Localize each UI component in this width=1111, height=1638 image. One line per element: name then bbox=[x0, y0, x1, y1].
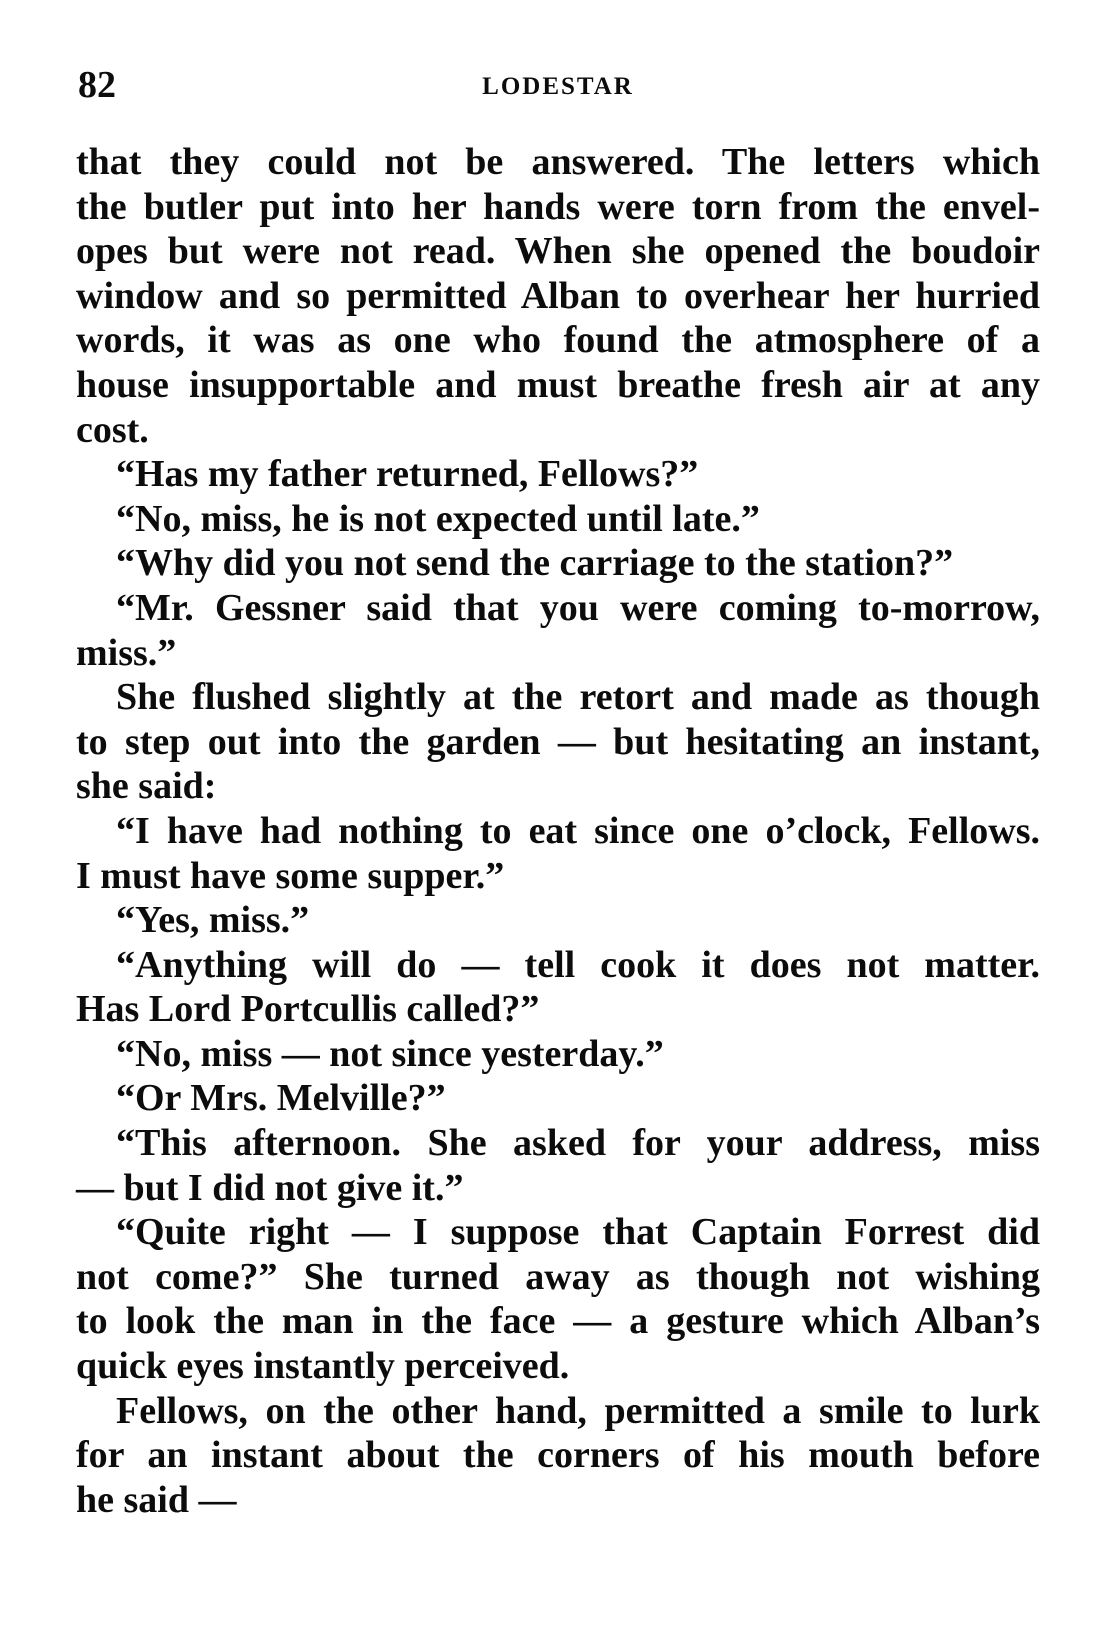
text-line: “Has my father returned, Fellows?” bbox=[116, 453, 699, 496]
paragraph bbox=[76, 898, 1040, 943]
text-line: words, it was as one who found the atmosphere of a bbox=[76, 319, 1040, 362]
text-line: to step out into the garden — but hesitating an instant, bbox=[76, 720, 1040, 763]
running-title: LODESTAR bbox=[482, 73, 634, 100]
text-line: “Yes, miss.” bbox=[116, 899, 310, 942]
body-text bbox=[76, 140, 1040, 1522]
text-line: “Or Mrs. Melville?” bbox=[116, 1077, 446, 1120]
paragraph bbox=[76, 497, 1040, 542]
text-line: “Mr. Gessner said that you were coming to-morrow, bbox=[116, 586, 1040, 629]
paragraph bbox=[76, 541, 1040, 586]
text-line: that they could not be answered. The letters which bbox=[76, 141, 1040, 183]
paragraph bbox=[76, 675, 1040, 809]
text-line: “I have had nothing to eat since one o’clock, Fellows. bbox=[116, 809, 1040, 852]
text-line: She flushed slightly at the retort and made as though bbox=[116, 676, 1040, 719]
text-line: miss.” bbox=[76, 631, 177, 674]
paragraph bbox=[76, 140, 1040, 452]
text-line: “Quite right — I suppose that Captain Forrest did bbox=[116, 1211, 1040, 1254]
paragraph bbox=[76, 1210, 1040, 1388]
paragraph bbox=[76, 586, 1040, 675]
text-line: the butler put into her hands were torn from the envel- bbox=[76, 185, 1040, 228]
text-line: I must have some supper.” bbox=[76, 854, 505, 897]
paragraph bbox=[76, 809, 1040, 898]
text-line: Has Lord Portcullis called?” bbox=[76, 988, 540, 1031]
page-header bbox=[78, 60, 1038, 110]
text-line: cost. bbox=[76, 408, 149, 451]
text-line: she said: bbox=[76, 765, 217, 808]
text-line: house insupportable and must breathe fresh air at any bbox=[76, 363, 1040, 406]
paragraph bbox=[76, 452, 1040, 497]
page-number: 82 bbox=[78, 64, 116, 106]
paragraph bbox=[76, 1389, 1040, 1523]
text-line: — but I did not give it.” bbox=[76, 1166, 464, 1209]
text-line: not come?” She turned away as though not wishing bbox=[76, 1255, 1040, 1298]
text-line: for an instant about the corners of his mouth before bbox=[76, 1434, 1040, 1477]
text-line: “This afternoon. She asked for your address, miss bbox=[116, 1122, 1040, 1165]
text-line: to look the man in the face — a gesture which Alban’s bbox=[76, 1300, 1040, 1343]
text-line: “Why did you not send the carriage to the station?” bbox=[116, 542, 954, 585]
text-line: opes but were not read. When she opened the boudoir bbox=[76, 230, 1040, 273]
text-line: “Anything will do — tell cook it does not matter. bbox=[116, 943, 1040, 986]
text-line: window and so permitted Alban to overhear her hurried bbox=[76, 274, 1040, 317]
paragraph bbox=[76, 943, 1040, 1032]
paragraph bbox=[76, 1076, 1040, 1121]
text-line: he said — bbox=[76, 1478, 237, 1521]
text-line: quick eyes instantly perceived. bbox=[76, 1345, 570, 1388]
paragraph bbox=[76, 1121, 1040, 1210]
text-line: “No, miss — not since yesterday.” bbox=[116, 1032, 664, 1075]
text-line: Fellows, on the other hand, permitted a smile to lurk bbox=[116, 1389, 1040, 1432]
text-line: “No, miss, he is not expected until late.” bbox=[116, 497, 760, 540]
paragraph bbox=[76, 1032, 1040, 1077]
